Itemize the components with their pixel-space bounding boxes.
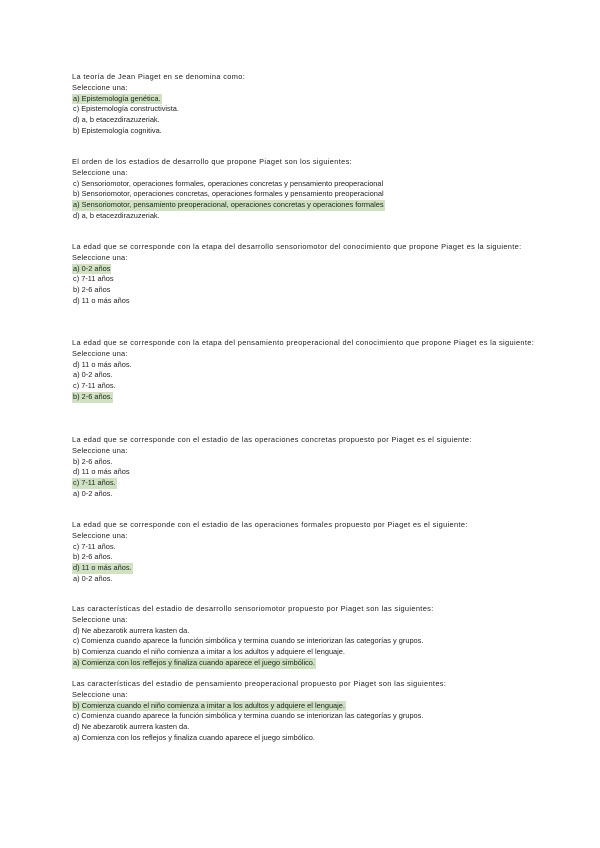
select-label: Seleccione una:: [72, 530, 128, 540]
answer-option-correct[interactable]: a) Sensoriomotor, pensamiento preoperacional, operaciones concretas y operaciones formales: [73, 200, 384, 210]
question-stem: La teoría de Jean Piaget en se denomina como:: [72, 72, 246, 81]
select-label: Seleccione una:: [72, 445, 128, 455]
answer-option[interactable]: d) 11 o más años.: [73, 359, 132, 369]
answer-option[interactable]: c) Sensoriomotor, operaciones formales, operaciones concretas y pensamiento preoperacional: [73, 178, 384, 188]
answer-option-correct[interactable]: b) 2-6 años.: [73, 391, 113, 401]
answer-option[interactable]: c) Comienza cuando aparece la función simbólica y termina cuando se interiorizan las categorías y grupos.: [73, 636, 424, 646]
answer-option[interactable]: a) 0-2 años.: [73, 573, 113, 583]
select-label: Seleccione una:: [72, 252, 128, 262]
answer-option[interactable]: d) a, b etacezdirazuzeriak.: [73, 210, 160, 220]
answer-option[interactable]: d) 11 o más años: [73, 467, 130, 477]
question-2: [72, 157, 542, 222]
question-3: [72, 242, 542, 307]
answer-option[interactable]: d) Ne abezarotik aurrera kasten da.: [73, 722, 190, 732]
answer-option[interactable]: a) 0-2 años.: [73, 488, 113, 498]
answer-option-correct[interactable]: a) Epistemología genética.: [73, 93, 161, 103]
select-label: Seleccione una:: [72, 82, 128, 92]
question-stem: Las características del estadio de pensamiento preoperacional propuesto por Piaget son las siguientes:: [72, 679, 447, 688]
question-stem: La edad que se corresponde con la etapa del desarrollo sensoriomotor del conocimiento que propone Piaget es la siguiente:: [72, 242, 522, 251]
question-5: [72, 435, 542, 500]
answer-option-correct[interactable]: a) 0-2 años: [73, 263, 111, 273]
answer-option[interactable]: c) 7-11 años.: [73, 381, 116, 391]
question-1: [72, 72, 542, 137]
select-label: Seleccione una:: [72, 614, 128, 624]
answer-option[interactable]: c) 7-11 años.: [73, 541, 116, 551]
answer-option[interactable]: c) 7-11 años: [73, 274, 114, 284]
answer-option[interactable]: a) 0-2 años.: [73, 370, 113, 380]
answer-option[interactable]: d) Ne abezarotik aurrera kasten da.: [73, 625, 190, 635]
answer-option[interactable]: b) 2-6 años.: [73, 456, 113, 466]
question-stem: La edad que se corresponde con la etapa del pensamiento preoperacional del conocimiento que propone Piaget es la siguiente:: [72, 338, 535, 347]
question-7: [72, 604, 542, 669]
answer-option-correct[interactable]: d) 11 o más años.: [73, 563, 132, 573]
select-label: Seleccione una:: [72, 689, 128, 699]
answer-option[interactable]: d) 11 o más años: [73, 295, 130, 305]
question-4: [72, 338, 542, 403]
answer-option[interactable]: b) Epistemología cognitiva.: [73, 125, 162, 135]
select-label: Seleccione una:: [72, 167, 128, 177]
answer-option[interactable]: d) a, b etacezdirazuzeriak.: [73, 115, 160, 125]
question-stem: La edad que se corresponde con el estadio de las operaciones formales propuesto por Piaget es el siguiente:: [72, 520, 468, 529]
answer-option[interactable]: c) Epistemología constructivista.: [73, 104, 179, 114]
answer-option[interactable]: b) 2-6 años: [73, 285, 111, 295]
question-stem: Las características del estadio de desarrollo sensoriomotor propuesto por Piaget son las siguientes:: [72, 604, 434, 613]
answer-option[interactable]: b) 2-6 años.: [73, 552, 113, 562]
answer-option[interactable]: a) Comienza con los reflejos y finaliza cuando aparece el juego simbólico.: [73, 732, 315, 742]
answer-option[interactable]: c) Comienza cuando aparece la función simbólica y termina cuando se interiorizan las categorías y grupos.: [73, 711, 424, 721]
question-6: [72, 520, 542, 585]
answer-option[interactable]: b) Sensoriomotor, operaciones concretas, operaciones formales y pensamiento preoperacional: [73, 189, 384, 199]
answer-option-correct[interactable]: b) Comienza cuando el niño comienza a imitar a los adultos y adquiere el lenguaje.: [73, 700, 345, 710]
select-label: Seleccione una:: [72, 348, 128, 358]
answer-option-correct[interactable]: a) Comienza con los reflejos y finaliza cuando aparece el juego simbólico.: [73, 657, 315, 667]
question-stem: La edad que se corresponde con el estadio de las operaciones concretas propuesto por Piaget es el siguiente:: [72, 435, 472, 444]
answer-option[interactable]: b) Comienza cuando el niño comienza a imitar a los adultos y adquiere el lenguaje.: [73, 647, 345, 657]
question-stem: El orden de los estadios de desarrollo que propone Piaget son los siguientes:: [72, 157, 353, 166]
question-8: [72, 679, 542, 744]
answer-option-correct[interactable]: c) 7-11 años.: [73, 478, 116, 488]
